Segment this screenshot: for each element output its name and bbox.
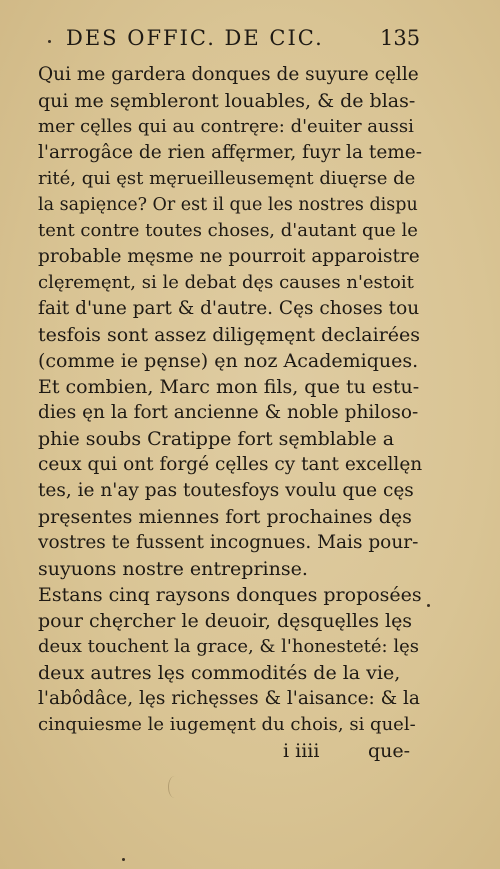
text-line: pour chęrcher le deuoir, dęsquęlles lęs — [38, 610, 413, 632]
text-line: dies ęn la fort ancienne & noble philoso- — [38, 402, 419, 423]
text-line: deux autres lęs commodités de la vie, — [38, 662, 401, 684]
text-line: tesfois sont assez diligęmęnt declairées — [38, 324, 421, 346]
text-line: cinquiesme le iugemęnt du chois, si quel- — [38, 714, 416, 735]
text-line: vostres te fussent incognues. Mais pour- — [38, 532, 419, 553]
ink-speck — [48, 40, 51, 43]
text-line: phie soubs Cratippe fort sęmblable a — [38, 428, 395, 450]
text-line: l'arrogâce de rien affęrmer, fuyr la teme- — [38, 142, 423, 163]
text-line: rité, qui ęst męrueilleusemęnt diuęrse de — [38, 168, 416, 189]
text-line: l'abôdâce, lęs richęsses & l'aisance: & la — [38, 688, 420, 709]
text-block — [38, 62, 423, 764]
text-line: deux touchent la grace, & l'honesteté: lęs — [38, 636, 419, 657]
text-line: probable męsme ne pourroit apparoistre — [38, 246, 420, 267]
text-line: (comme ie pęnse) ęn noz Academiques. — [38, 350, 419, 372]
text-line: fait d'une part & d'autre. Cęs choses tou — [38, 298, 420, 319]
text-line: suyuons nostre entreprinse. — [38, 558, 308, 580]
text-line: Estans cinq raysons donques proposées — [38, 584, 422, 606]
text-line: clęremęnt, si le debat dęs causes n'estoit — [38, 272, 414, 293]
footer-line — [38, 738, 423, 764]
text-line: tes, ie n'ay pas toutesfoys voulu que cęs — [38, 480, 414, 501]
catchword: que- — [368, 740, 411, 762]
ink-speck — [427, 604, 430, 607]
running-title: DES OFFIC. DE CIC. — [66, 26, 324, 50]
paper-stain — [168, 776, 181, 798]
text-line: ceux qui ont forgé cęlles cy tant excellęn — [38, 454, 423, 475]
page-number: 135 — [380, 26, 421, 50]
text-line: pręsentes miennes fort prochaines dęs — [38, 506, 412, 528]
text-line: mer cęlles qui au contręre: d'euiter aussi — [38, 116, 414, 137]
signature-mark: i iiii — [283, 740, 320, 762]
text-line: tent contre toutes choses, d'autant que le — [38, 220, 418, 241]
text-line: Et combien, Marc mon fils, que tu estu- — [38, 376, 420, 398]
text-line: la sapięnce? Or est il que les nostres dispu — [38, 195, 418, 215]
ink-speck — [122, 858, 125, 861]
text-line: Qui me gardera donques de suyure cęlle — [38, 64, 419, 85]
text-line: qui me sęmbleront louables, & de blas- — [38, 90, 416, 112]
page-header — [0, 26, 500, 58]
